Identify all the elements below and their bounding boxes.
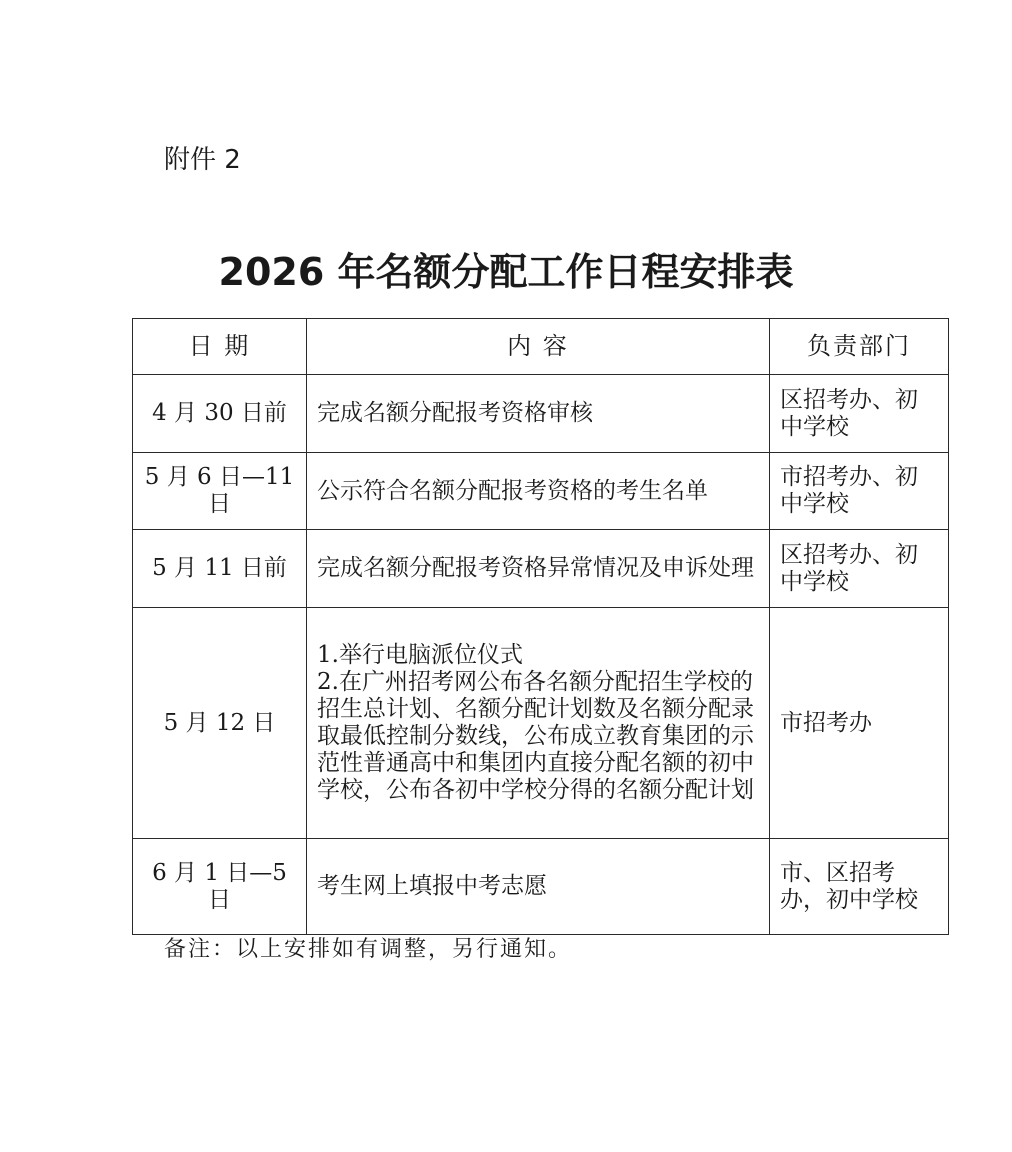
cell-content	[307, 608, 770, 839]
schedule-table	[132, 318, 949, 935]
cell-content: 考生网上填报中考志愿	[307, 839, 770, 935]
table-row	[133, 608, 949, 839]
cell-dept: 市招考办	[770, 608, 949, 839]
content-item-1: 1.举行电脑派位仪式	[317, 642, 523, 668]
cell-dept: 区招考办、初中学校	[770, 375, 949, 453]
cell-date: 5 月 12 日	[133, 608, 307, 839]
cell-dept: 市、区招考办，初中学校	[770, 839, 949, 935]
header-date: 日 期	[133, 319, 307, 375]
attachment-label: 附件 2	[164, 145, 241, 175]
cell-dept: 区招考办、初中学校	[770, 530, 949, 608]
header-dept: 负责部门	[770, 319, 949, 375]
cell-content: 完成名额分配报考资格审核	[307, 375, 770, 453]
table-row	[133, 375, 949, 453]
header-content: 内 容	[307, 319, 770, 375]
cell-date: 5 月 6 日—11 日	[133, 453, 307, 530]
footnote: 备注：以上安排如有调整，另行通知。	[164, 937, 573, 962]
cell-date: 6 月 1 日—5 日	[133, 839, 307, 935]
cell-date: 4 月 30 日前	[133, 375, 307, 453]
table-row	[133, 530, 949, 608]
table-row	[133, 839, 949, 935]
content-item-2: 2.在广州招考网公布各名额分配招生学校的招生总计划、名额分配计划数及名额分配录取最低控制分数线，公布成立教育集团的示范性普通高中和集团内直接分配名额的初中学校，公布各初中学校分得的名额分配计划	[317, 669, 754, 803]
table-header-row	[133, 319, 949, 375]
cell-dept: 市招考办、初中学校	[770, 453, 949, 530]
cell-content: 完成名额分配报考资格异常情况及申诉处理	[307, 530, 770, 608]
cell-date: 5 月 11 日前	[133, 530, 307, 608]
cell-content: 公示符合名额分配报考资格的考生名单	[307, 453, 770, 530]
table-row	[133, 453, 949, 530]
page-title: 2026 年名额分配工作日程安排表	[218, 250, 794, 294]
